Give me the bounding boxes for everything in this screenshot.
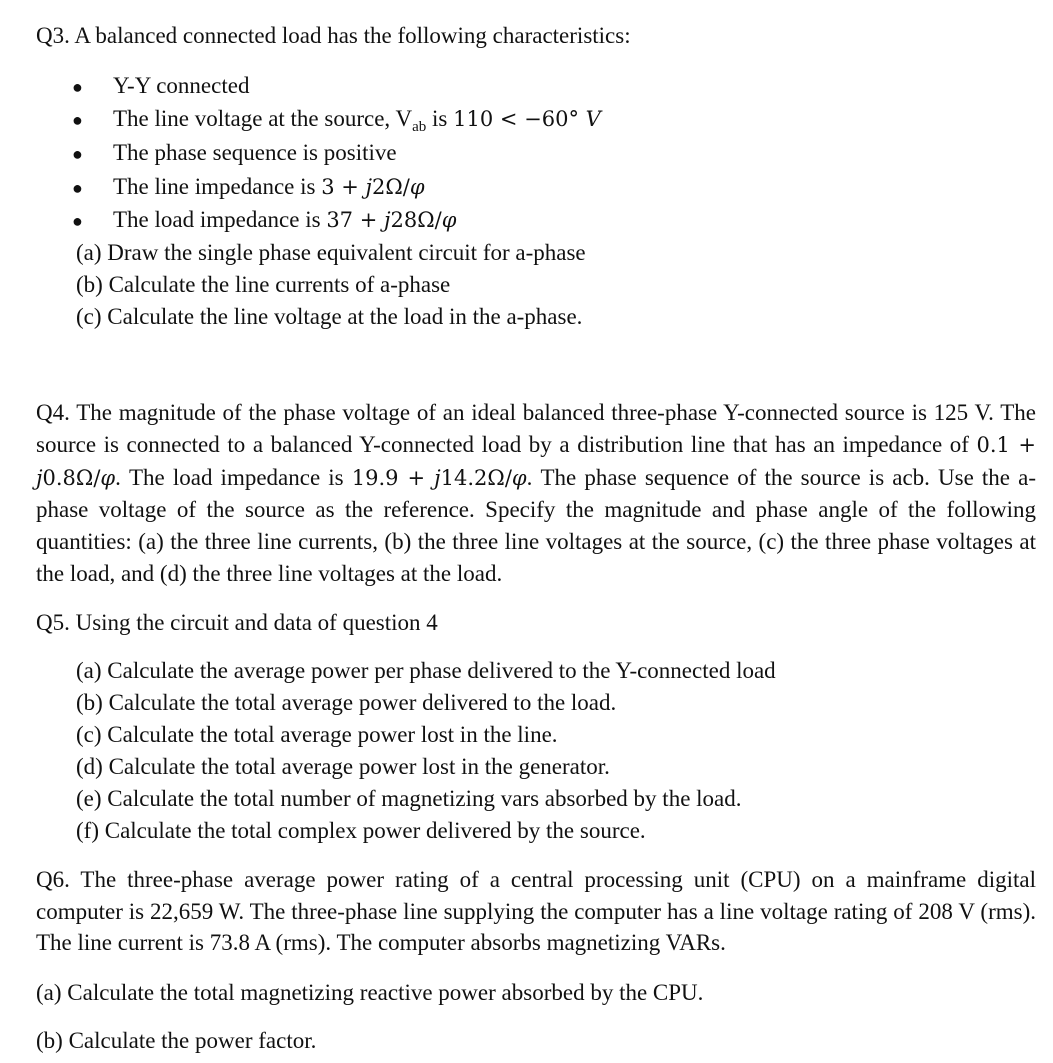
bullet-dot-icon: ● [72, 178, 83, 198]
q5-part-d: (d) Calculate the total average power lost in the generator. [76, 754, 610, 779]
q3-title: Q3. A balanced connected load has the following characteristics: [36, 23, 631, 48]
bullet-dot-icon: ● [72, 77, 83, 97]
q3-bullet-2: The line voltage at the source, $V_{ab}$ is 110 < −60° V [113, 106, 601, 135]
q4-paragraph: Q4. The magnitude of the phase voltage of an ideal balanced three-phase Y-connected source is 125 V. The source is connected to a balanced Y-connected load by a distribution line that has an impedance of 0.1 + j0.8Ω/φ. The load impedance is 19.9 + j14.2Ω/φ. The phase sequence of the source is acb. Use the a-phase voltage of the source as the reference. Specify the magnitude and phase angle of the following quantities: (a) the three line currents, (b) the three line voltages at the source, (c) the three phase voltages at the load, and (d) the three line voltages at the load. [36, 400, 1036, 587]
q5-part-f: (f) Calculate the total complex power delivered by the source. [76, 818, 646, 843]
q5-title: Q5. Using the circuit and data of question 4 [36, 610, 438, 635]
q3-part-b: (b) Calculate the line currents of a-phase [76, 272, 451, 297]
q5-part-b: (b) Calculate the total average power delivered to the load. [76, 690, 617, 715]
bullet-dot-icon: ● [72, 211, 83, 231]
q3-bullet-1: Y-Y connected [113, 73, 250, 98]
q3-bullet-5: The load impedance is 37 + j28Ω/φ [113, 207, 457, 232]
q3-part-c: (c) Calculate the line voltage at the load in the a-phase. [76, 304, 583, 329]
q5-part-e: (e) Calculate the total number of magnetizing vars absorbed by the load. [76, 786, 742, 811]
q6-paragraph: Q6. The three-phase average power rating of a central processing unit (CPU) on a mainframe digital computer is 22,659 W. The three-phase line supplying the computer has a line voltage rating of 208 V (rms). The line current is 73.8 A (rms). The computer absorbs magnetizing VARs. [36, 867, 1036, 955]
bullet-dot-icon: ● [72, 144, 83, 164]
q6-part-a: (a) Calculate the total magnetizing reactive power absorbed by the CPU. [36, 980, 704, 1005]
q5-part-a: (a) Calculate the average power per phase delivered to the Y-connected load [76, 658, 776, 683]
q3-part-a: (a) Draw the single phase equivalent circuit for a-phase [76, 240, 586, 265]
bullet-dot-icon: ● [72, 110, 83, 130]
q3-bullet-4: The line impedance is 3 + j2Ω/φ [113, 174, 425, 199]
q5-part-c: (c) Calculate the total average power lost in the line. [76, 722, 558, 747]
q3-bullet-3: The phase sequence is positive [113, 140, 397, 165]
q6-part-b: (b) Calculate the power factor. [36, 1028, 317, 1053]
